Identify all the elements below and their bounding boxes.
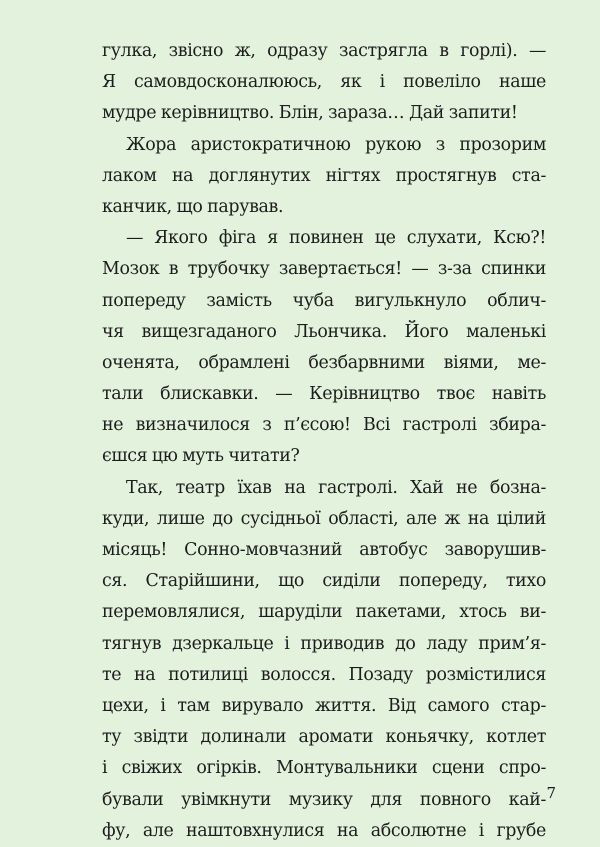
text-line: Так, театр їхав на гастролі. Хай не бозна- [126, 477, 546, 498]
text-line: бували увімкнути музику для повного кай- [102, 789, 546, 810]
text-line: і свіжих огірків. Монтувальники сцени спро- [102, 758, 546, 779]
text-line: попереду замість чуба вигулькнуло облич- [102, 290, 546, 311]
text-line: ту звідти долинали аромати коньячку, котлет [102, 727, 546, 748]
text-line: те на потилиці волосся. Позаду розмістилися [102, 664, 546, 685]
page-number: 7 [546, 784, 556, 802]
text-line: лаком на доглянутих нігтях простягнув ста- [102, 165, 546, 186]
text-line: цехи, і там вирувало життя. Від самого стар- [102, 695, 546, 716]
body-text [102, 36, 546, 847]
text-line: місяць! Сонно-мовчазний автобус заворушив- [102, 540, 546, 560]
text-line: Я самовдосконалююсь, як і повеліло наше [102, 72, 546, 93]
text-line: оченята, обрамлені безбарвними віями, ме- [102, 352, 546, 373]
text-line: Мозок в трубочку завертається! — з-за спинки [102, 259, 546, 280]
text-line: перемовлялися, шаруділи пакетами, хтось ви- [102, 602, 546, 623]
text-line: — Якого фіга я повинен це слухати, Ксю?! [126, 228, 546, 249]
text-line: фу, але наштовхнулися на абсолютне і грубе [102, 820, 546, 841]
text-line: тали блискавки. — Керівництво твоє навіть [102, 384, 546, 405]
text-line: куди, лише до сусідньої області, але ж на цілий [102, 508, 546, 529]
text-line: не визначилося з п’єсою! Всі гастролі збира- [102, 415, 546, 436]
text-line: мудре керівництво. Блін, зараза… Дай запити! [102, 103, 518, 124]
text-line: канчик, що парував. [102, 196, 284, 217]
text-line: тягнув дзеркальце і приводив до ладу прим’я- [102, 633, 546, 654]
text-line: чя вищезгаданого Льончика. Його маленькі [102, 321, 546, 342]
text-line: гулка, звісно ж, одразу застрягла в горлі). — [102, 41, 546, 61]
text-line: ся. Старійшини, що сиділи попереду, тихо [102, 571, 546, 592]
text-line: єшся цю муть читати? [102, 446, 300, 467]
text-line: Жора аристократичною рукою з прозорим [126, 134, 546, 155]
